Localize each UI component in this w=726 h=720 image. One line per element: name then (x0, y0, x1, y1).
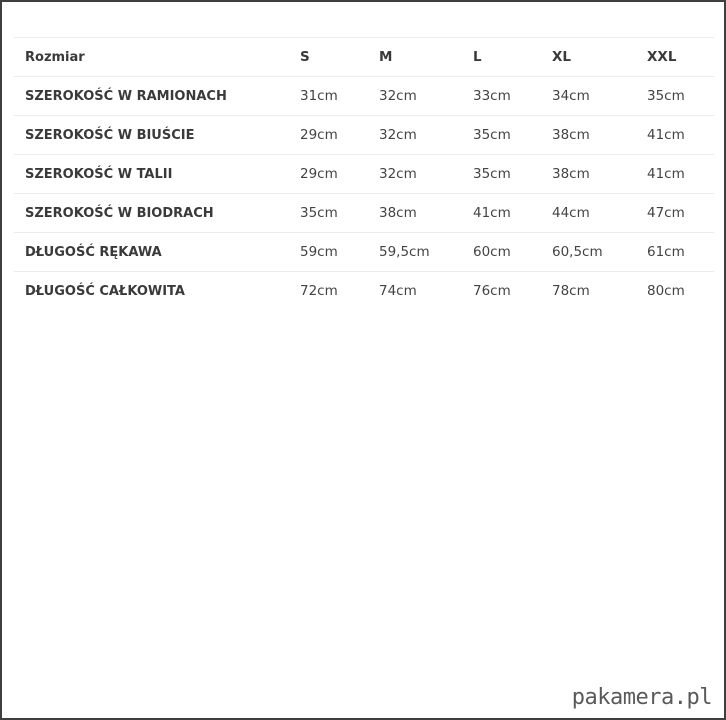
cell-value: 35cm (473, 166, 511, 182)
cell-value: 32cm (379, 166, 417, 182)
watermark-logo: pakamera.pl (571, 685, 712, 710)
cell-value: 35cm (300, 205, 338, 221)
row-label: SZEROKOŚĆ W BIUŚCIE (25, 127, 195, 143)
row-label: SZEROKOŚĆ W TALII (25, 166, 173, 182)
table-row (14, 155, 714, 194)
cell-value: 72cm (300, 283, 338, 300)
cell-value: 76cm (473, 283, 511, 300)
header-size-xxl: XXL (647, 49, 677, 65)
row-label: SZEROKOŚĆ W BIODRACH (25, 205, 214, 221)
cell-value: 47cm (647, 205, 685, 221)
cell-value: 41cm (647, 127, 685, 143)
row-label: DŁUGOŚĆ RĘKAWA (25, 244, 162, 260)
header-size-label: Rozmiar (25, 49, 85, 65)
cell-value: 29cm (300, 166, 338, 182)
size-chart-table (14, 37, 714, 311)
cell-value: 59cm (300, 244, 338, 260)
cell-value: 61cm (647, 244, 685, 260)
header-size-m: M (379, 49, 393, 65)
cell-value: 78cm (552, 283, 590, 300)
cell-value: 41cm (473, 205, 511, 221)
cell-value: 80cm (647, 283, 685, 300)
row-label: SZEROKOŚĆ W RAMIONACH (25, 88, 227, 104)
header-size-xl: XL (552, 49, 572, 65)
cell-value: 33cm (473, 88, 511, 104)
cell-value: 31cm (300, 88, 338, 104)
table-header-row (14, 38, 714, 77)
header-size-l: L (473, 49, 482, 65)
cell-value: 29cm (300, 127, 338, 143)
cell-value: 38cm (552, 166, 590, 182)
table-row (14, 272, 714, 311)
row-label: DŁUGOŚĆ CAŁKOWITA (25, 283, 185, 299)
cell-value: 35cm (473, 127, 511, 143)
cell-value: 59,5cm (379, 244, 430, 260)
cell-value: 60,5cm (552, 244, 603, 260)
table-row (14, 116, 714, 155)
cell-value: 38cm (379, 205, 417, 221)
table-row (14, 233, 714, 272)
cell-value: 35cm (647, 88, 685, 104)
cell-value: 32cm (379, 88, 417, 104)
table-row (14, 194, 714, 233)
cell-value: 41cm (647, 166, 685, 182)
cell-value: 34cm (552, 88, 590, 104)
cell-value: 74cm (379, 283, 417, 300)
cell-value: 32cm (379, 127, 417, 143)
table-row (14, 77, 714, 116)
header-size-s: S (300, 49, 310, 65)
cell-value: 44cm (552, 205, 590, 221)
cell-value: 60cm (473, 244, 511, 260)
cell-value: 38cm (552, 127, 590, 143)
